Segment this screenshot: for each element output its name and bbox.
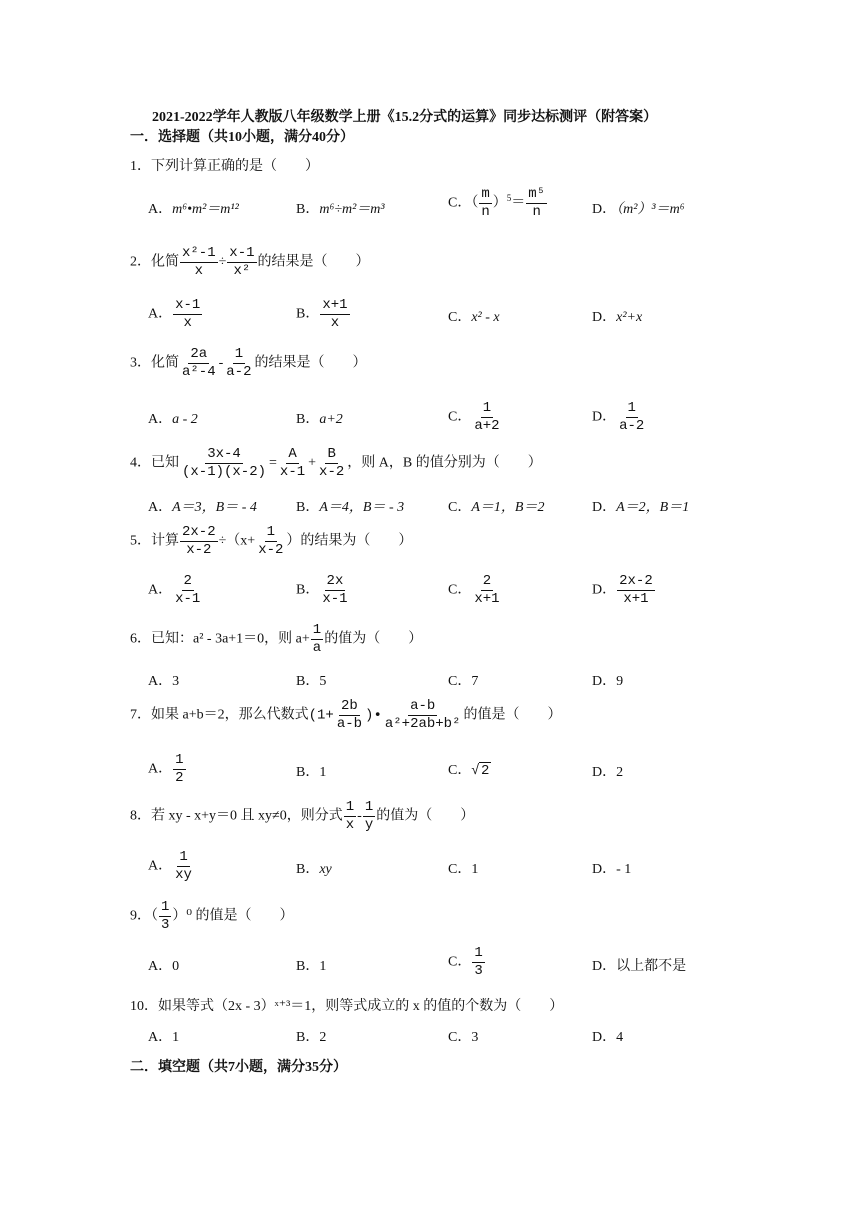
question-8-stem: 8．若 xy - x+y＝0 且 xy≠0，则分式 $\frac{1}{x}$ - $\frac{1}{y}$ 的值为（ ） [130, 799, 475, 833]
q6-option-d: D．9 [592, 674, 624, 689]
q3-option-c: C． $\frac{1}{a+2}$ [448, 400, 500, 434]
q9-option-b: B．1 [296, 959, 327, 974]
q4-option-c: C．A＝1，B＝2 [448, 500, 545, 515]
fraction: $\frac{\text{m⁵}}{n}$ [528, 186, 546, 220]
q2-option-b: B． $\frac{x+1}{x}$ [296, 297, 348, 331]
q5-option-a: A． $\frac{2}{x-1}$ [148, 573, 201, 607]
question-3-stem: 3．化简 $\frac{2a}{\text{a²-4}}$ - $\frac{1}{a-2}$ 的结果是（ ） [130, 346, 367, 380]
q1-option-a: A．m⁶•m²＝m¹² [148, 202, 239, 217]
q7-option-b: B．1 [296, 765, 327, 780]
q4-option-b: B．A＝4，B＝ - 3 [296, 500, 405, 515]
q4-option-d: D．A＝2，B＝1 [592, 500, 690, 515]
q10-option-b: B．2 [296, 1030, 327, 1045]
q9-option-a: A．0 [148, 959, 180, 974]
q9-option-c: C． $\frac{1}{3}$ [448, 945, 483, 979]
fraction: $\frac{m}{n}$ [481, 186, 490, 220]
q2-option-d: D．x²+x [592, 310, 643, 325]
question-4-stem: 4．已知 $\frac{3x-4}{(x-1)(x-2)}$ = $\frac{A}{x-1}$ + $\frac{B}{x-2}$ ，则 A，B 的值分别为（ ） [130, 446, 542, 480]
q7-option-d: D．2 [592, 765, 624, 780]
question-10-stem: 10．如果等式（2x - 3）ˣ⁺³＝1，则等式成立的 x 的值的个数为（ ） [130, 999, 564, 1014]
q2-option-c: C．x² - x [448, 310, 500, 325]
q1-option-c: C．（ $\frac{m}{n}$ ）$^5$＝ $\frac{\text{m⁵}}{n}$ [448, 186, 546, 220]
q8-option-a: A． $\frac{1}{xy}$ [148, 849, 192, 883]
question-7-stem: 7．如果 a+b＝2，那么代数式(1+ $\frac{2b}{a-b}$ )• $\frac{a-b}{\text{a²+2ab+b²}}$ 的值是（ ） [130, 698, 562, 732]
q2-option-a: A． $\frac{x-1}{x}$ [148, 297, 201, 331]
q1-option-b: B．m⁶÷m²＝m³ [296, 202, 385, 217]
q6-option-a: A．3 [148, 674, 180, 689]
q8-option-c: C．1 [448, 862, 479, 877]
q6-option-b: B．5 [296, 674, 327, 689]
q7-option-c: C．√ 2 [448, 761, 490, 779]
section-heading-choice: 一．选择题（共10小题，满分40分） [130, 130, 354, 145]
question-1-stem: 1．下列计算正确的是（ ） [130, 159, 319, 174]
sqrt-icon: √ 2 [471, 761, 490, 779]
q4-option-a: A．A＝3，B＝ - 4 [148, 500, 257, 515]
q3-option-a: A．a - 2 [148, 412, 198, 427]
q8-option-d: D．- 1 [592, 862, 632, 877]
q5-option-c: C． $\frac{2}{x+1}$ [448, 573, 500, 607]
q8-option-b: B．xy [296, 862, 332, 877]
section-heading-fill: 二．填空题（共7小题，满分35分） [130, 1060, 347, 1075]
q10-option-d: D．4 [592, 1030, 624, 1045]
q6-option-c: C．7 [448, 674, 479, 689]
q7-option-a: A． $\frac{1}{2}$ [148, 752, 184, 786]
q10-option-c: C．3 [448, 1030, 479, 1045]
q3-option-b: B．a+2 [296, 412, 343, 427]
q5-option-d: D． $\frac{2x-2}{x+1}$ [592, 573, 653, 607]
question-6-stem: 6．已知：a² - 3a+1＝0，则 a+ $\frac{1}{a}$ 的值为（ ） [130, 622, 423, 656]
q3-option-d: D． $\frac{1}{a-2}$ [592, 400, 645, 434]
q9-option-d: D．以上都不是 [592, 959, 687, 974]
question-5-stem: 5．计算 $\frac{2x-2}{x-2}$ ÷（x+ $\frac{1}{x-2}$ ）的结果为（ ） [130, 524, 413, 558]
q10-option-a: A．1 [148, 1030, 180, 1045]
q1-option-d: D．（m²）³＝m⁶ [592, 202, 685, 217]
question-2-stem: 2．化简 $\frac{\text{x²-1}}{x}$ ÷ $\frac{x-1}{\text{x²}}$ 的结果是（ ） [130, 245, 370, 279]
page-title: 2021-2022学年人教版八年级数学上册《15.2分式的运算》同步达标测评（附答案） [152, 110, 658, 125]
q5-option-b: B． $\frac{2x}{x-1}$ [296, 573, 348, 607]
question-9-stem: 9．（ $\frac{1}{3}$ ）⁰ 的值是（ ） [130, 899, 294, 933]
